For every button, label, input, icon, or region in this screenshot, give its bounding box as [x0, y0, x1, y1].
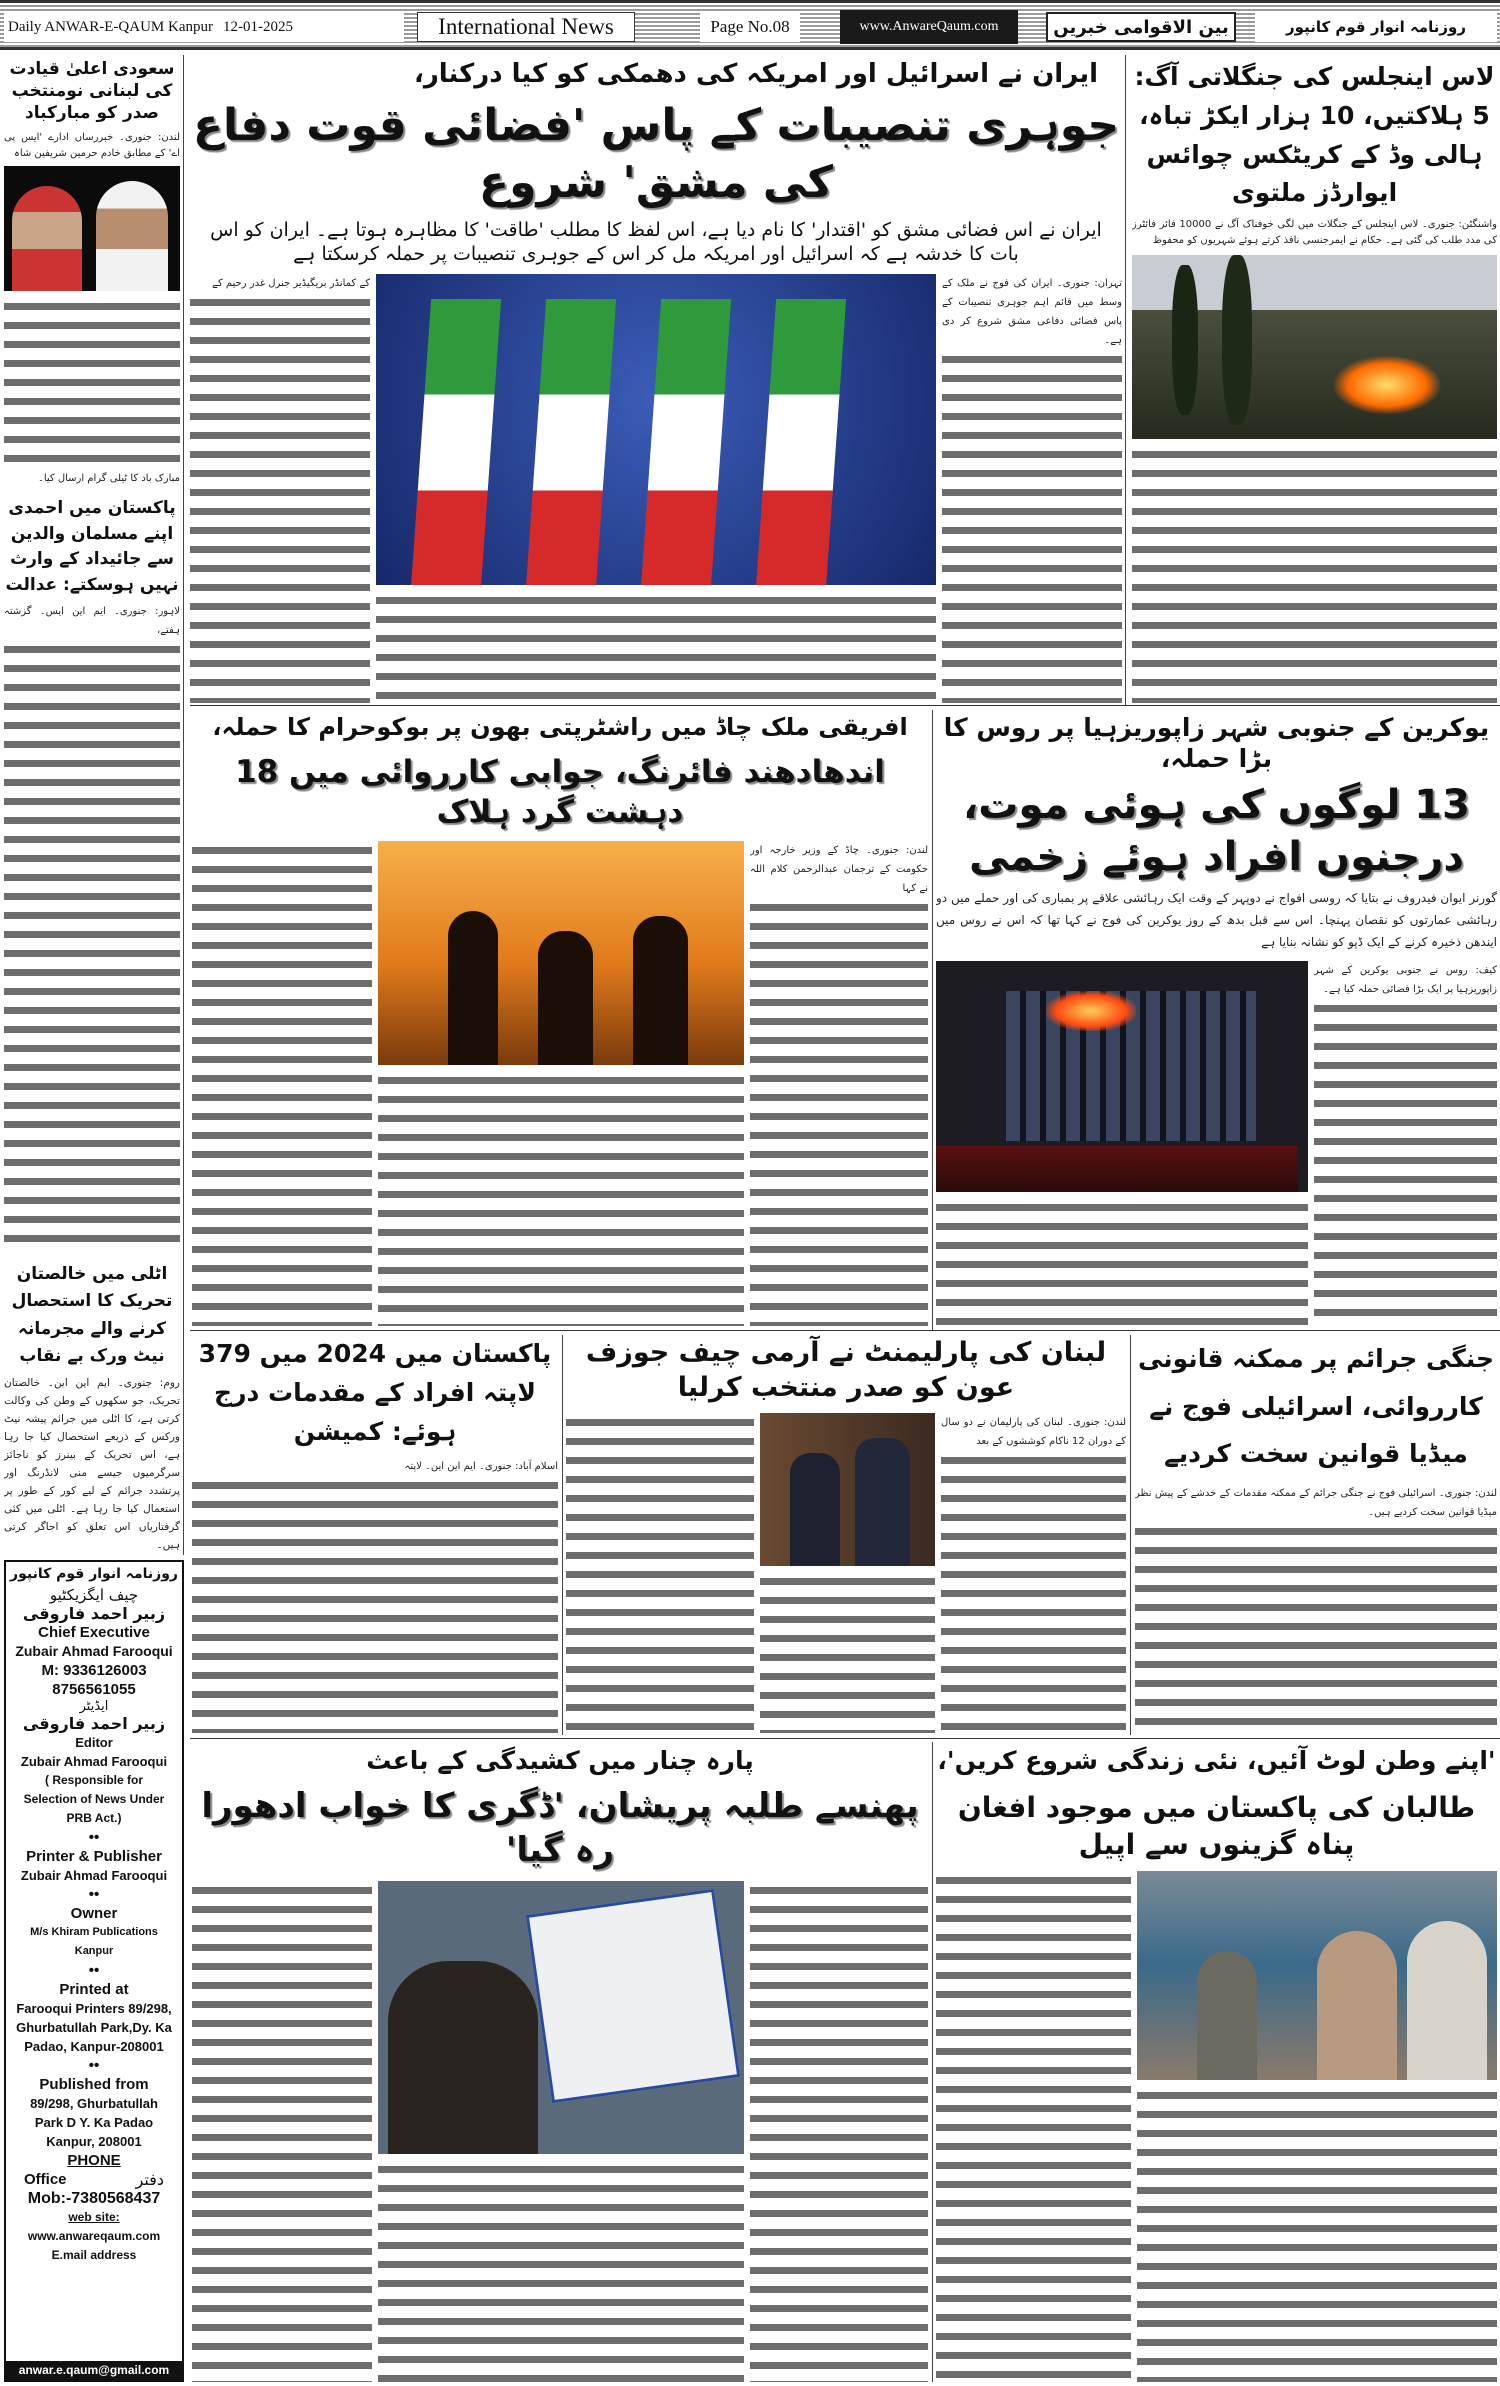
- story-la-fire: [1132, 58, 1497, 703]
- lead-text: لاہور: جنوری۔ ایم این ایس۔ گزشتہ ہفتے،: [4, 606, 180, 636]
- forest-fire-photo: [1132, 255, 1497, 439]
- afghan-refugees-photo: [1137, 1871, 1497, 2080]
- website-link[interactable]: www.AnwareQaum.com: [840, 10, 1018, 44]
- lead-text: واشنگٹن: جنوری۔ لاس اینجلس کے جنگلات میں لگی خوفناک آگ نے 10000 فائر فائٹرز کی مدد طلب کی گئی ہے۔ حکام نے ایمرجنسی نافذ کرتے ہوئے شہریوں کو محفوظ: [1132, 219, 1497, 246]
- lebanon-parliament-photo: [760, 1413, 935, 1566]
- editor-name: Zubair Ahmad Farooqui: [20, 1754, 168, 1769]
- headline: جوہری تنصیبات کے پاس 'فضائی قوت دفاع کی مشق' شروع: [192, 99, 1120, 208]
- imprint-box: [4, 1560, 184, 2382]
- headline: طالبان کی پاکستان میں موجود افغان پناہ گزینوں سے اپیل: [957, 1791, 1476, 1861]
- editor-name-ur: زبیر احمد فاروقی: [22, 1714, 166, 1733]
- headline: پھنسے طلبہ پریشان، 'ڈگری کا خواب ادھورا رہ گیا': [201, 1786, 919, 1871]
- web-label: web site:: [68, 2210, 120, 2224]
- published-address: 89/298, Ghurbatullah Park D Y. Ka Padao Kanpur, 208001: [30, 2096, 158, 2149]
- kicker: افریقی ملک چاڈ میں راشٹرپتی بھون پر بوکوحرام کا حملہ،: [212, 713, 908, 741]
- kicker: 'اپنے وطن لوٹ آئیں، نئی زندگی شروع کریں'،: [937, 1746, 1496, 1775]
- kicker: یوکرین کے جنوبی شہر زاپوریزہیا پر روس کا بڑا حملہ،: [943, 713, 1490, 774]
- chief-label-ur: چیف ایگزیکٹیو: [49, 1586, 139, 1604]
- section-title-en: International News: [417, 12, 635, 42]
- chief-name: Zubair Ahmad Farooqui: [15, 1643, 173, 1659]
- protest-sign-photo: [378, 1881, 744, 2154]
- story-iran: [190, 58, 1122, 703]
- chief-label: Chief Executive: [38, 1624, 150, 1641]
- saudi-leaders-photo: [4, 166, 180, 291]
- iran-column-lead: کے کمانڈر بریگیڈیر جنرل غدر رحیم کے: [212, 278, 370, 290]
- printer-name: Zubair Ahmad Farooqui: [20, 1868, 168, 1883]
- lead-text: لندن: جنوری۔ خبررساں ادارے 'ایس پی اے' کے مطابق خادم حرمین شریفین شاہ: [4, 132, 180, 160]
- office-label: Office: [24, 2171, 67, 2188]
- phone-label: PHONE: [67, 2152, 121, 2169]
- story-lebanon: [566, 1335, 1126, 1733]
- lead-text: کیف: روس نے جنوبی یوکرین کے شہر زاپوریزہیا پر ایک بڑا فضائی حملہ کیا ہے۔: [1314, 964, 1497, 995]
- headline: جنگی جرائم پر ممکنہ قانونی کارروائی، اسرائیلی فوج نے میڈیا قوانین سخت کردیے: [1137, 1344, 1495, 1468]
- story-parachinar: [192, 1745, 928, 2382]
- story-chad: [192, 712, 928, 1326]
- web-link[interactable]: www.anwareqaum.com: [27, 2229, 161, 2243]
- separator-dots: ••: [88, 1829, 100, 1846]
- subheadline: گورنر ایوان فیدروف نے بتایا کہ روسی افواج نے دوپہر کے وقت ایک رہائشی علاقے پر بمباری کی اور حملے میں دو رہائشی عمارتوں کو نقصان پہنچا۔ اس سے قبل بدھ کے روز یوکرین کی فوج نے کہا تھا کہ اس نے روس میں ایندھن ذخیرہ کرنے کے ایک ڈپو کو نشانہ بنایا ہے: [936, 890, 1497, 949]
- lead-text: اسلام آباد: جنوری۔ ایم این این۔ لاپتہ: [404, 1461, 558, 1473]
- printed-label: Printed at: [59, 1981, 129, 1998]
- email-link[interactable]: anwar.e.qaum@gmail.com: [6, 2361, 182, 2380]
- story-khalistan: [4, 1261, 180, 1554]
- story-taliban: [936, 1745, 1497, 2382]
- lead-text: لندن: جنوری۔ لبنان کی پارلیمان نے دو سال کے دوران 12 ناکام کوششوں کے بعد: [941, 1417, 1126, 1448]
- chief-name-ur: زبیر احمد فاروقی: [22, 1604, 166, 1623]
- militant-silhouettes-photo: [378, 841, 744, 1065]
- headline: لبنان کی پارلیمنٹ نے آرمی چیف جوزف عون کو صدر منتخب کرلیا: [585, 1337, 1107, 1404]
- lead-text: لندن: جنوری۔ چاڈ کے وزیر خارجہ اور حکومت کے ترجمان عبدالرحمن کلام اللہ نے کہا: [750, 844, 928, 894]
- headline: اٹلی میں خالصتان تحریک کا استحصال کرنے والے مجرمانہ نیٹ ورک بے نقاب: [11, 1264, 173, 1366]
- subheadline: ایران نے اس فضائی مشق کو 'اقتدار' کا نام دیا ہے، اس لفظ کا مطلب 'طاقت' کا مظاہرہ ہوتا ہے۔ ایران کو اس بات کا خدشہ ہے کہ اسرائیل اور امریکہ مل کر اس کے جوہری تنصیبات پر حملہ کرسکتا ہے: [210, 218, 1102, 265]
- issue-date: 12-01-2025: [222, 18, 293, 35]
- story-saudi: [4, 58, 180, 488]
- published-label: Published from: [39, 2076, 149, 2093]
- story-ukraine: [936, 712, 1497, 1326]
- headline: 13 لوگوں کی ہوئی موت، درجنوں افراد ہوئے زخمی: [963, 781, 1470, 880]
- printer-label: Printer & Publisher: [26, 1848, 162, 1865]
- body-text: روم: جنوری۔ ایم این این۔ خالصتان تحریک، جو سکھوں کے وطن کی وکالت کرتی ہے، کا اٹلی میں جرائم پیشہ نیٹ ورکس کے ذریعے استحصال کیا جا رہا ہے، اس تحریک کے بینرز کو ناجائز سرگرمیوں جیسے منی لانڈرنگ اور پرتشدد جرائم کے لیے کور کے طور پر استعمال کیا جا رہا ہے۔ اٹلی میں کئی گرفتاریاں اس تعلق کو اجاگر کرتی ہیں۔: [4, 1377, 180, 1551]
- editor-label: Editor: [75, 1735, 113, 1750]
- left-column: [4, 58, 180, 1554]
- story-israel: [1135, 1335, 1497, 1733]
- iran-lead: تہران: جنوری۔ ایران کی فوج نے ملک کے وسط میں قائم اہم جوہری تنصیبات کے پاس فضائی دفاعی مشق شروع کر دی ہے۔: [942, 278, 1122, 347]
- paper-title-en: Daily ANWAR-E-QAUM Kanpur: [8, 18, 213, 35]
- editor-label-ur: ایڈیٹر: [79, 1699, 109, 1714]
- office-mobile: Mob:-7380568437: [27, 2190, 161, 2207]
- section-title-ur: بین الاقوامی خبریں: [1046, 12, 1236, 42]
- mobile-1: M: 9336126003: [41, 1662, 147, 1679]
- owner-label: Owner: [70, 1905, 118, 1922]
- email-label: E.mail address: [51, 2248, 137, 2262]
- title-date: [4, 12, 404, 42]
- headline: لاس اینجلس کی جنگلاتی آگ: 5 ہلاکتیں، 10 ہزار ایکڑ تباہ، ہالی وڈ کے کریٹکس چوائس ایوارڈز ملتوی: [1134, 62, 1495, 208]
- lead-text: لندن: جنوری۔ اسرائیلی فوج نے جنگی جرائم کے ممکنہ مقدمات کے خدشے کے پیش نظر میڈیا قوانین سخت کردیے ہیں۔: [1135, 1487, 1497, 1518]
- kicker: ایران نے اسرائیل اور امریکہ کی دھمکی کو کیا درکنار،: [413, 59, 1099, 89]
- story-missing-persons: [192, 1335, 558, 1733]
- paper-logo-ur: روزنامہ انوار قوم کانپور: [1255, 12, 1497, 42]
- headline: اندھادھند فائرنگ، جوابی کارروائی میں 18 دہشت گرد ہلاک: [235, 754, 885, 831]
- office-row: [6, 2170, 182, 2189]
- mobile-2: 8756561055: [52, 1681, 136, 1698]
- iran-flags-photo: [376, 274, 936, 585]
- kicker: پارہ چنار میں کشیدگی کے باعث: [366, 1746, 754, 1775]
- masthead: [0, 0, 1500, 50]
- page-number: Page No.08: [700, 12, 800, 42]
- story-ahmadi: [4, 496, 180, 1253]
- printed-address: Farooqui Printers 89/298, Ghurbatullah Park,Dy. Ka Padao, Kanpur-208001: [16, 2001, 172, 2054]
- separator-dots: ••: [88, 1886, 100, 1903]
- burning-building-photo: [936, 961, 1308, 1192]
- headline: پاکستان میں احمدی اپنے مسلمان والدین سے جائیداد کے وارث نہیں ہوسکتے: عدالت: [5, 498, 179, 595]
- end-text: مبارک باد کا ٹیلی گرام ارسال کیا۔: [37, 473, 180, 484]
- separator-dots: ••: [88, 2057, 100, 2074]
- owner-name: M/s Khiram Publications Kanpur: [30, 1926, 158, 1957]
- office-label-ur: دفتر: [135, 2170, 164, 2189]
- headline: سعودی اعلیٰ قیادت کی لبنانی نومنتخب صدر کو مبارکباد: [9, 59, 175, 124]
- separator-dots: ••: [88, 1962, 100, 1979]
- imprint-logo: روزنامہ انوار قوم کانپور: [10, 1566, 178, 1582]
- prb-note: ( Responsible for Selection of News Under PRB Act.): [23, 1773, 165, 1825]
- headline: پاکستان میں 2024 میں 379 لاپتہ افراد کے مقدمات درج ہوئے: کمیشن: [198, 1339, 552, 1446]
